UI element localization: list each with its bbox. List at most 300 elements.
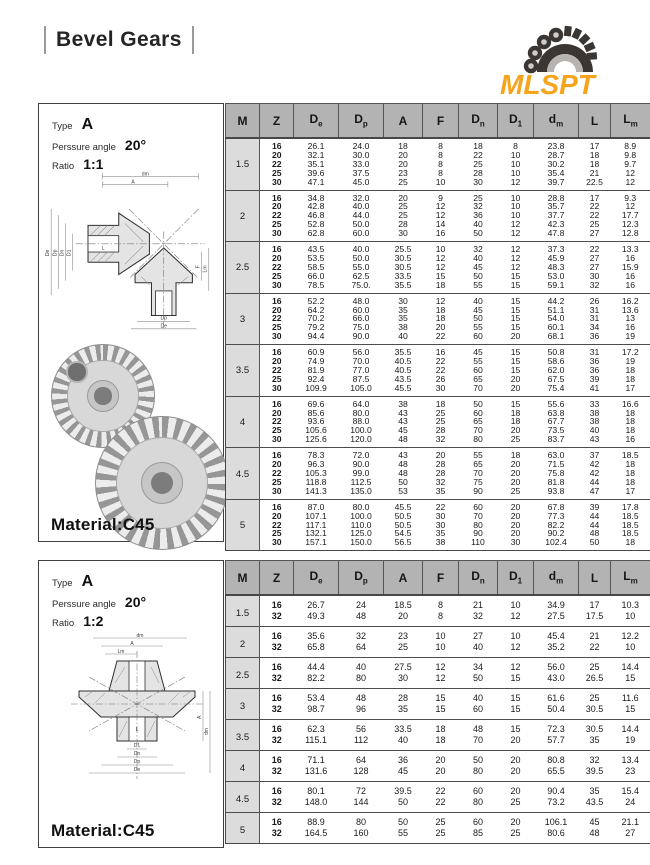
table-cell: 25 [435, 416, 446, 427]
table-cell: 32 [271, 828, 282, 838]
material-note: Material:C45 [51, 821, 155, 840]
table-cell: 109.9 [305, 382, 327, 393]
table-cell: 77.0 [352, 364, 370, 375]
page-title: Bevel Gears [56, 28, 182, 51]
svg-text:Dp: Dp [133, 759, 141, 765]
table-cell: 22 [435, 797, 446, 807]
table-cell: 55 [473, 279, 483, 290]
table-cell: 48 [398, 468, 408, 478]
table-row [226, 627, 650, 643]
table-cell: 18 [435, 724, 446, 734]
table-cell: 16.2 [621, 295, 639, 306]
module-cell: 5 [226, 813, 260, 844]
column-header: $D_1$ [498, 561, 534, 596]
table-cell: 15 [510, 704, 521, 714]
svg-text:A: A [131, 179, 135, 186]
table-cell: 50 [473, 228, 483, 239]
table-cell: 64.2 [307, 304, 325, 315]
table-cell: 8 [438, 158, 443, 169]
table-cell: 34 [589, 322, 600, 333]
table-cell: 22 [271, 261, 282, 272]
table-cell: 20 [271, 201, 282, 212]
table-cell: 40.0 [352, 244, 370, 255]
table-cell: 22 [271, 364, 282, 375]
table-cell: 50 [397, 797, 408, 807]
module-cell: 2 [226, 190, 260, 242]
table-cell: 94.4 [307, 331, 325, 342]
table-cell: 18 [398, 141, 408, 151]
table-cell: 25 [435, 817, 446, 827]
table-row [226, 499, 650, 511]
table-cell: 15.4 [621, 786, 640, 796]
table-cell: 13.4 [621, 755, 640, 765]
table-cell: 53 [398, 485, 408, 496]
table-cell: 18 [435, 304, 446, 315]
table-cell: 25 [271, 476, 282, 487]
table-cell: 52.2 [307, 295, 325, 306]
module-group [226, 751, 650, 782]
bevel-gear-table-ratio-1-1 [225, 103, 650, 551]
table-cell: 69.6 [307, 398, 325, 409]
table-cell: 22 [271, 468, 282, 478]
table-cell: 20 [510, 459, 521, 470]
table-cell: 48 [472, 724, 483, 734]
table-cell: 30 [271, 537, 282, 548]
table-cell: 8 [437, 611, 443, 621]
table-cell: 102.4 [545, 537, 567, 548]
table-cell: 39 [589, 373, 600, 384]
table-cell: 16 [271, 450, 282, 461]
table-cell: 45.0 [352, 176, 370, 187]
table-cell: 75 [473, 476, 483, 487]
table-cell: 8 [438, 149, 443, 160]
table-cell: 22 [473, 149, 483, 160]
table-cell: 8 [437, 600, 443, 610]
column-header: $D_p$ [339, 104, 384, 139]
table-cell: 16 [625, 434, 636, 445]
table-cell: 10 [510, 631, 521, 641]
module-group [226, 782, 650, 813]
table-cell: 20 [271, 149, 282, 160]
table-cell: 25 [435, 828, 446, 838]
svg-text:dm: dm [204, 728, 210, 735]
table-cell: 20 [510, 425, 521, 436]
table-cell: 57.7 [547, 735, 565, 745]
table-cell: 50 [472, 755, 483, 765]
table-cell: 92.4 [307, 373, 325, 384]
table-row [226, 673, 650, 689]
table-cell: 98.7 [307, 704, 325, 714]
table-row [226, 766, 650, 782]
table-cell: 132.1 [305, 528, 327, 539]
table-row [226, 384, 650, 396]
table-cell: 68.1 [547, 331, 565, 342]
table-cell: 43.5 [307, 244, 325, 255]
table-cell: 12 [435, 252, 446, 263]
table-cell: 30.0 [352, 149, 370, 160]
module-cell: 4 [226, 751, 260, 782]
table-cell: 50 [472, 673, 483, 683]
table-row [226, 538, 650, 550]
table-cell: 80 [355, 673, 366, 683]
table-cell: 38 [589, 416, 600, 427]
table-cell: 65 [473, 416, 483, 427]
table-cell: 14 [435, 219, 446, 230]
table-cell: 54.0 [547, 313, 565, 324]
table-cell: 110.0 [350, 519, 372, 530]
table-cell: 36 [589, 331, 600, 342]
table-cell: 18 [510, 416, 521, 427]
table-row [226, 720, 650, 736]
table-cell: 62.3 [307, 724, 325, 734]
type-label: Type [52, 121, 73, 132]
table-row [226, 332, 650, 344]
table-cell: 18 [435, 735, 446, 745]
table-row [226, 178, 650, 190]
table-cell: 72 [355, 786, 366, 796]
table-cell: 25 [510, 485, 521, 496]
table-cell: 12 [510, 252, 521, 263]
table-cell: 40 [473, 295, 483, 306]
table-cell: 45 [397, 766, 408, 776]
table-cell: 31 [589, 347, 600, 358]
table-cell: 25 [435, 407, 446, 418]
table-cell: 35 [589, 786, 600, 796]
table-cell: 16 [271, 693, 282, 703]
table-cell: 18 [625, 537, 636, 548]
table-cell: 106.1 [544, 817, 568, 827]
table-row [226, 229, 650, 241]
table-cell: 35.1 [307, 158, 325, 169]
table-cell: 10 [510, 210, 521, 221]
table-cell: 120.0 [350, 434, 372, 445]
table-cell: 14.4 [621, 724, 640, 734]
table-cell: 44 [589, 476, 600, 487]
table-cell: 60 [472, 704, 483, 714]
table-cell: 34.8 [307, 192, 325, 203]
gear-chain-icon [498, 24, 628, 98]
table-cell: 16 [271, 724, 282, 734]
column-header: F [423, 104, 459, 139]
table-cell: 30 [271, 434, 282, 445]
table-cell: 20 [510, 476, 521, 487]
table-row [226, 611, 650, 627]
column-header: $D_n$ [459, 104, 498, 139]
table-cell: 15 [510, 322, 521, 333]
table-cell: 20 [435, 322, 446, 333]
table-cell: 10 [435, 176, 446, 187]
table-cell: 80 [473, 519, 483, 530]
table-cell: 38 [398, 398, 408, 409]
table-cell: 40.5 [394, 364, 412, 375]
table-cell: 25 [271, 167, 282, 178]
table-row [226, 797, 650, 813]
table-cell: 100.0 [350, 425, 372, 436]
table-cell: 112 [353, 735, 369, 745]
table-cell: 43 [398, 450, 408, 461]
table-cell: 32 [473, 201, 483, 212]
column-header: $D_n$ [459, 561, 498, 596]
table-cell: 50 [397, 817, 408, 827]
table-cell: 107.1 [305, 510, 327, 521]
table-cell: 53.4 [307, 693, 325, 703]
table-cell: 131.6 [304, 766, 328, 776]
table-cell: 24.0 [352, 141, 370, 151]
svg-text:D1: D1 [133, 743, 141, 749]
table-cell: 20 [435, 450, 446, 461]
table-cell: 128 [353, 766, 369, 776]
table-cell: 37.7 [547, 210, 565, 221]
table-cell: 32.0 [352, 192, 370, 203]
module-group [226, 499, 650, 551]
table-cell: 50 [589, 537, 600, 548]
table-row [226, 735, 650, 751]
table-cell: 48 [398, 434, 408, 445]
table-cell: 10 [510, 167, 521, 178]
table-cell: 64 [355, 755, 366, 765]
table-cell: 28 [435, 459, 446, 470]
table-cell: 78.3 [307, 450, 325, 461]
table-cell: 70 [473, 382, 483, 393]
table-cell: 42 [589, 468, 600, 478]
table-cell: 118.8 [305, 476, 327, 487]
table-cell: 50 [473, 313, 483, 324]
table-cell: 45.5 [394, 382, 412, 393]
table-cell: 79.2 [307, 322, 325, 333]
table-cell: 27.5 [394, 662, 412, 672]
table-cell: 31 [589, 313, 600, 324]
table-cell: 9.8 [624, 149, 637, 160]
table-cell: 20 [510, 766, 521, 776]
angle-value: 20° [124, 137, 147, 153]
table-cell: 27 [589, 252, 600, 263]
table-cell: 90.2 [547, 528, 565, 539]
table-cell: 35 [589, 735, 600, 745]
table-cell: 25 [589, 693, 600, 703]
table-cell: 105.6 [305, 425, 327, 436]
table-cell: 43.0 [547, 673, 565, 683]
table-cell: 48 [355, 611, 366, 621]
table-cell: 17 [589, 141, 600, 151]
table-cell: 45 [589, 817, 600, 827]
svg-text:Dp: Dp [160, 315, 168, 322]
table-row [226, 396, 650, 408]
table-row [226, 658, 650, 674]
table-cell: 28 [473, 167, 483, 178]
module-group [226, 627, 650, 658]
table-cell: 25 [473, 158, 483, 169]
table-cell: 32 [472, 611, 483, 621]
table-cell: 25 [589, 662, 600, 672]
table-cell: 58.6 [547, 356, 565, 367]
table-cell: 35 [397, 704, 408, 714]
table-cell: 32 [435, 434, 446, 445]
table-cell: 40 [397, 735, 408, 745]
table-cell: 32 [473, 244, 483, 255]
table-cell: 12.3 [621, 219, 639, 230]
table-cell: 16 [271, 662, 282, 672]
table-cell: 12 [510, 662, 521, 672]
table-cell: 26 [589, 295, 600, 306]
table-cell: 87.5 [352, 373, 370, 384]
table-cell: 18 [435, 279, 446, 290]
table-cell: 23 [397, 631, 408, 641]
table-cell: 20 [510, 373, 521, 384]
table-cell: 50 [473, 398, 483, 409]
table-cell: 70.2 [307, 313, 325, 324]
table-cell: 90.0 [352, 459, 370, 470]
table-cell: 40 [398, 331, 408, 342]
table-cell: 36 [473, 210, 483, 221]
table-cell: 47.8 [547, 228, 565, 239]
column-header: M [226, 104, 260, 139]
table-cell: 45.9 [547, 252, 565, 263]
table-cell: 25 [398, 201, 408, 212]
table-cell: 42.8 [307, 201, 325, 212]
table-cell: 62.5 [352, 270, 370, 281]
table-cell: 18.5 [621, 510, 639, 521]
table-cell: 16 [271, 398, 282, 409]
table-cell: 17.7 [621, 210, 639, 221]
table-cell: 30 [398, 295, 408, 306]
table-cell: 25 [398, 210, 408, 221]
angle-value: 20° [124, 594, 147, 610]
table-cell: 50.4 [547, 704, 565, 714]
table-cell: 71.5 [547, 459, 565, 470]
table-cell: 90.0 [352, 331, 370, 342]
table-cell: 22 [589, 642, 600, 652]
table-cell: 42 [589, 459, 600, 470]
table-cell: 96.3 [307, 459, 325, 470]
table-cell: 10 [625, 611, 636, 621]
module-cell: 3.5 [226, 345, 260, 397]
table-cell: 48.0 [352, 295, 370, 306]
module-cell: 3 [226, 293, 260, 345]
table-cell: 21 [472, 600, 483, 610]
table-cell: 32 [271, 797, 282, 807]
table-row [226, 704, 650, 720]
table-cell: 45 [473, 347, 483, 358]
table-cell: 13.6 [621, 304, 639, 315]
spec-panel-ratio-1-2 [38, 560, 224, 848]
table-cell: 16 [271, 192, 282, 203]
table-cell: 50.0 [352, 252, 370, 263]
table-cell: 164.5 [304, 828, 328, 838]
table-cell: 22 [271, 158, 282, 169]
table-cell: 50.5 [394, 510, 412, 521]
module-cell: 2.5 [226, 242, 260, 294]
table-cell: 48 [589, 828, 600, 838]
table-cell: 48.3 [547, 261, 565, 272]
material-note: Material:C45 [51, 515, 155, 534]
module-group [226, 689, 650, 720]
table-cell: 33.5 [394, 724, 412, 734]
table-cell: 22 [435, 786, 446, 796]
table-cell: 16 [625, 279, 636, 290]
table-cell: 23 [625, 766, 636, 776]
module-group [226, 345, 650, 397]
table-cell: 22 [271, 519, 282, 530]
table-cell: 22 [589, 201, 600, 212]
table-cell: 40 [473, 252, 483, 263]
table-cell: 40 [355, 662, 366, 672]
table-cell: 23 [398, 167, 408, 178]
angle-label: Perssure angle [52, 142, 116, 153]
table-cell: 90.4 [547, 786, 565, 796]
table-cell: 28 [398, 219, 408, 230]
module-group [226, 242, 650, 294]
table-cell: 75.4 [547, 382, 565, 393]
table-cell: 39.6 [307, 167, 325, 178]
table-cell: 55 [397, 828, 408, 838]
table-cell: 60.1 [547, 322, 565, 333]
table-cell: 35.6 [307, 631, 325, 641]
table-cell: 25 [271, 528, 282, 539]
module-group [226, 720, 650, 751]
table-cell: 88.9 [307, 817, 325, 827]
table-cell: 65.5 [547, 766, 565, 776]
table-cell: 20 [510, 528, 521, 539]
table-cell: 30.5 [394, 261, 412, 272]
table-cell: 72.0 [352, 450, 370, 461]
table-cell: 30.5 [585, 724, 604, 734]
table-cell: 16 [271, 244, 282, 255]
table-cell: 25 [473, 192, 483, 203]
svg-text:F: F [195, 265, 202, 269]
table-cell: 36 [589, 364, 600, 375]
module-cell: 2.5 [226, 658, 260, 689]
table-cell: 62.0 [547, 364, 565, 375]
table-cell: 25 [398, 176, 408, 187]
table-cell: 32 [589, 755, 600, 765]
table-cell: 30 [473, 176, 483, 187]
module-group [226, 448, 650, 500]
title-left-bar [44, 26, 46, 54]
table-cell: 20 [398, 192, 408, 203]
table-cell: 50 [398, 476, 408, 487]
table-cell: 12 [510, 261, 521, 272]
column-header: L [579, 104, 611, 139]
table-cell: 12.2 [621, 631, 640, 641]
table-cell: 15 [625, 673, 636, 683]
column-header: L [579, 561, 611, 596]
table-cell: 64.0 [352, 398, 370, 409]
technical-drawing-1-1 [43, 170, 219, 332]
table-cell: 12 [435, 295, 446, 306]
table-cell: 30 [271, 382, 282, 393]
table-cell: 85 [472, 828, 483, 838]
table-cell: 18 [435, 398, 446, 409]
table-cell: 9.7 [624, 158, 637, 169]
table-cell: 40.5 [394, 356, 412, 367]
table-cell: 96 [355, 704, 366, 714]
table-cell: 75.8 [547, 468, 565, 478]
technical-drawing-1-2 [45, 633, 217, 783]
table-cell: 16 [625, 252, 636, 263]
table-cell: 15 [625, 704, 636, 714]
table-cell: 27.5 [547, 611, 565, 621]
table-cell: 43.5 [394, 373, 412, 384]
table-cell: 15 [510, 724, 521, 734]
brand-name: MLSPT [500, 69, 595, 98]
table-cell: 25 [510, 797, 521, 807]
column-header: $D_e$ [294, 104, 339, 139]
type-value: A [81, 116, 94, 133]
table-row [226, 281, 650, 293]
table-cell: 25 [510, 828, 521, 838]
table-cell: 20 [510, 468, 521, 478]
table-cell: 22.5 [586, 176, 603, 187]
